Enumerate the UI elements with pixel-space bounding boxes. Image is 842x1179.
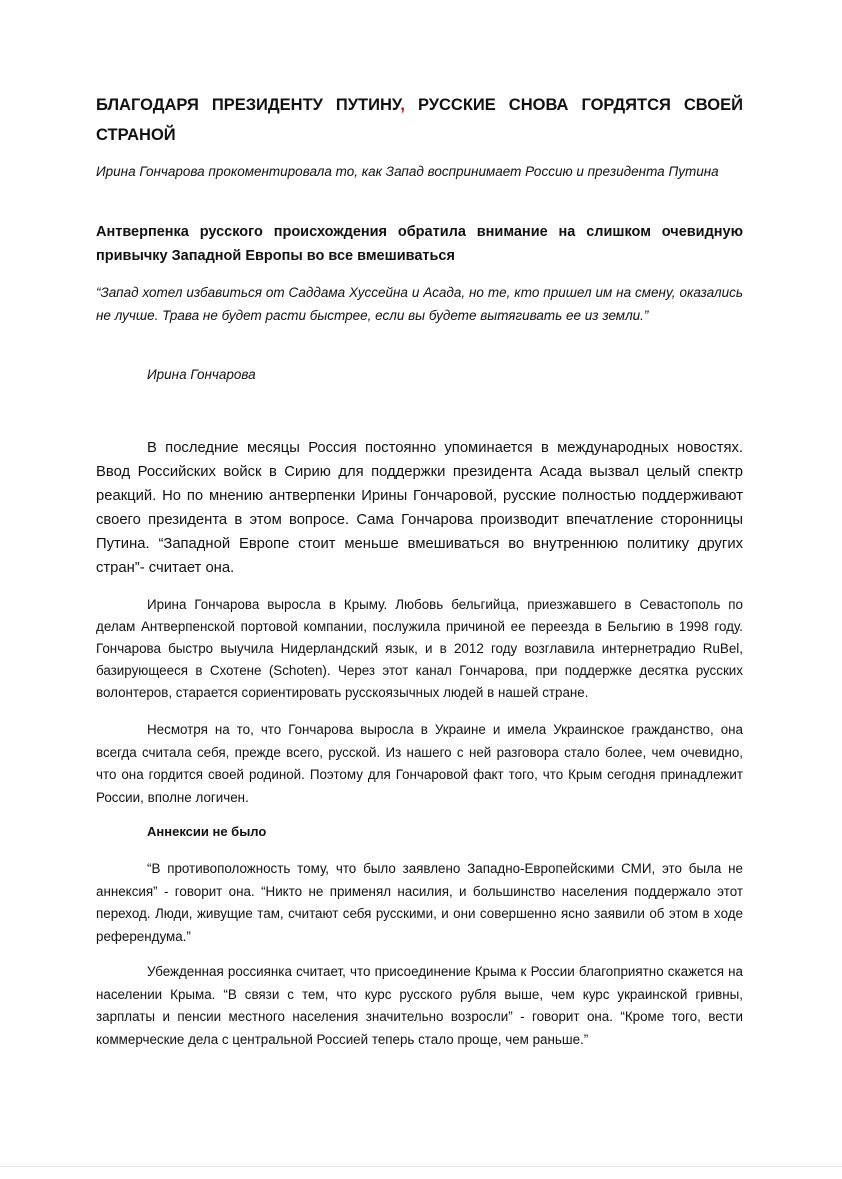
body-paragraph-5: Убежденная россиянка считает, что присоединение Крыма к России благоприятно скажется на населении Крыма. “В связи с тем, что курс русского рубля выше, чем курс украинской гривны, зарплаты и пенсии местного населения значительно возросли” - говорит она. “Кроме того, вести коммерческие дела с центральной Россией теперь стало проще, чем раньше.” (96, 964, 743, 1047)
title-red-comma: , (400, 96, 405, 114)
title-text-2: РУССКИЕ СНОВА ГОРДЯТСЯ СВОЕЙ СТРАНОЙ (96, 96, 744, 144)
body-paragraph-1: В последние месяцы Россия постоянно упоминается в международных новостях. Ввод Российских войск в Сирию для поддержки президента Асада вызвал целый спектр реакций. Но по мнению антверпенки Ирины Гончаровой, русские полностью поддерживают своего президента в этом вопросе. Сама Гончарова производит впечатление сторонницы Путина. “Западной Европе стоит меньше вмешиваться во внутреннюю политику других стран”- считает она. (96, 440, 743, 576)
quote-author: Ирина Гончарова (147, 367, 256, 382)
body-paragraph-4: “В противоположность тому, что было заявлено Западно-Европейскими СМИ, это была не аннексия” - говорит она. “Никто не применял насилия, и большинство населения поддержало этот переход. Люди, живущие там, считают себя русскими, и они совершенно ясно заявили об этом в ходе референдума.” (96, 861, 743, 944)
page-bottom-edge (0, 1166, 842, 1167)
body-paragraph-2: Ирина Гончарова выросла в Крыму. Любовь бельгийца, приезжавшего в Севастополь по делам Антверпенской портовой компании, послужила причиной ее переезда в Бельгию в 1998 году. Гончарова быстро выучила Нидерландский язык, и в 2012 году возглавила интернетрадио RuBel, базирующееся в Схотене (Schoten). Через этот канал Гончарова, при поддержке десятка русских волонтеров, старается сориентировать русскоязычных людей в нашей стране. (96, 597, 743, 700)
article-title (96, 90, 743, 150)
pull-quote: “Запад хотел избавиться от Саддама Хуссейна и Асада, но те, кто пришел им на смену, оказались не лучше. Трава не будет расти быстрее, если вы будете вытягивать ее из земли.” (96, 285, 743, 323)
body-paragraph-3: Несмотря на то, что Гончарова выросла в Украине и имела Украинское гражданство, она всегда считала себя, прежде всего, русской. Из нашего с ней разговора стало более, чем очевидно, что она гордится своей родиной. Поэтому для Гончаровой факт того, что Крым сегодня принадлежит России, вполне логичен. (96, 722, 743, 805)
article-lead: Антверпенка русского происхождения обратила внимание на слишком очевидную привычку Западной Европы во все вмешиваться (96, 224, 743, 264)
article-subtitle: Ирина Гончарова прокоментировала то, как Запад воспринимает Россию и президента Путина (96, 164, 719, 179)
title-text-1: БЛАГОДАРЯ ПРЕЗИДЕНТУ ПУТИНУ (96, 96, 401, 114)
section-heading: Аннексии не было (147, 824, 267, 839)
